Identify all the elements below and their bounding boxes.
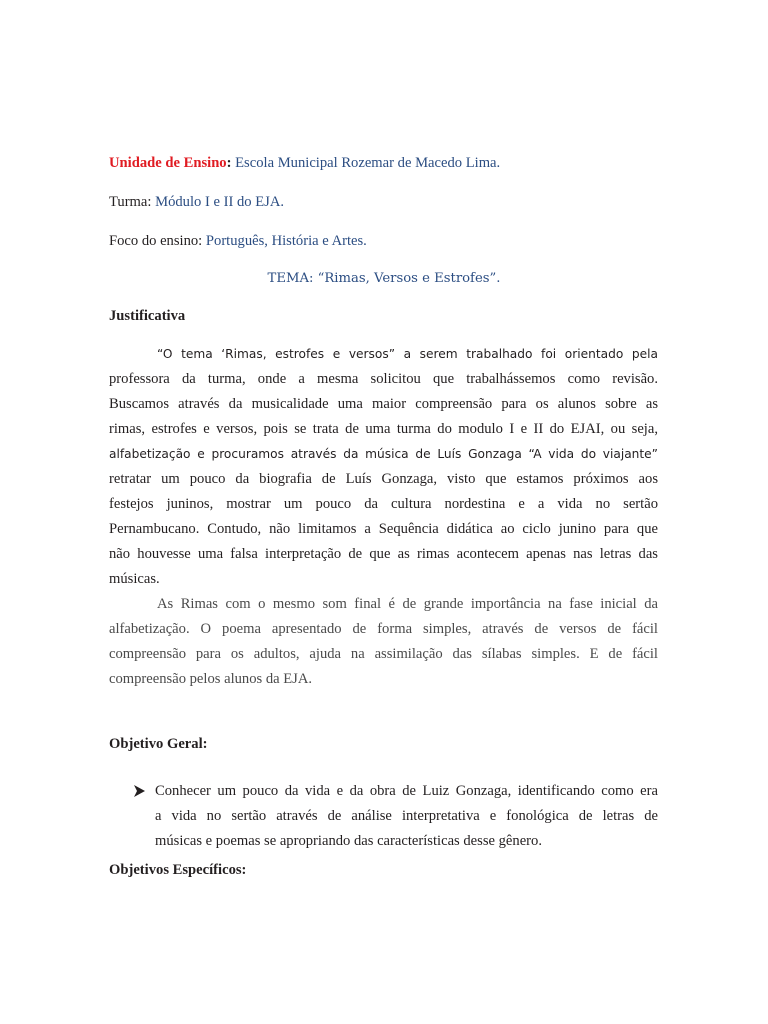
paragraph-line: retratar um pouco da biografia de Luís Gonzaga, visto que estamos próximos aos: [109, 471, 658, 487]
unidade-value: Escola Municipal Rozemar de Macedo Lima.: [235, 155, 501, 171]
unidade-line: [109, 154, 500, 172]
arrow-bullet-icon: [133, 782, 147, 800]
justificativa-paragraph-1: [109, 345, 658, 595]
turma-line: [109, 193, 284, 211]
tema-title: TEMA: “Rimas, Versos e Estrofes”.: [267, 271, 501, 286]
justificativa-heading: Justificativa: [109, 308, 186, 324]
paragraph-line: festejos juninos, mostrar um pouco da cultura nordestina e a vida no sertão: [109, 496, 658, 512]
paragraph-line: músicas.: [109, 571, 160, 587]
foco-value: Português, História e Artes.: [205, 233, 367, 249]
objetivo-geral-bullet: [155, 782, 658, 857]
foco-label: Foco do ensino:: [109, 233, 203, 249]
bullet-line: a vida no sertão através de análise interpretativa e fonológica de letras de: [155, 808, 658, 824]
bullet-line: Conhecer um pouco da vida e da obra de Luiz Gonzaga, identificando como era: [155, 783, 658, 799]
paragraph-line: alfabetização e procuramos através da música de Luís Gonzaga “A vida do viajante”: [109, 447, 658, 461]
turma-value: Módulo I e II do EJA.: [155, 194, 285, 210]
objetivo-geral-heading: Objetivo Geral:: [109, 736, 208, 752]
paragraph-line: compreensão para os adultos, ajuda na assimilação das sílabas simples. E de fácil: [109, 646, 658, 662]
paragraph-line: não houvesse uma falsa interpretação de que as rimas acontecem apenas nas letras das: [109, 546, 658, 562]
foco-line: [109, 232, 367, 250]
objetivos-especificos-heading: Objetivos Específicos:: [109, 862, 247, 878]
turma-label: Turma:: [109, 194, 152, 210]
bullet-line: músicas e poemas se apropriando das características desse gênero.: [155, 833, 542, 849]
paragraph-line: As Rimas com o mesmo som final é de grande importância na fase inicial da: [157, 596, 658, 612]
paragraph-line: Buscamos através da musicalidade uma maior compreensão para os alunos sobre as: [109, 396, 658, 412]
paragraph-line: alfabetização. O poema apresentado de forma simples, através de versos de fácil: [109, 621, 658, 637]
unidade-colon: :: [226, 155, 232, 171]
paragraph-line: Pernambucano. Contudo, não limitamos a Sequência didática ao ciclo junino para que: [109, 521, 658, 537]
paragraph-line: “O tema ‘Rimas, estrofes e versos” a serem trabalhado foi orientado pela: [157, 347, 658, 361]
paragraph-line: professora da turma, onde a mesma solicitou que trabalhássemos como revisão.: [109, 371, 658, 387]
paragraph-line: compreensão pelos alunos da EJA.: [109, 671, 313, 687]
unidade-label: Unidade de Ensino: [109, 155, 227, 171]
paragraph-line: rimas, estrofes e versos, pois se trata de uma turma do modulo I e II do EJAI, ou seja,: [109, 421, 658, 437]
justificativa-paragraph-2: [109, 595, 658, 695]
